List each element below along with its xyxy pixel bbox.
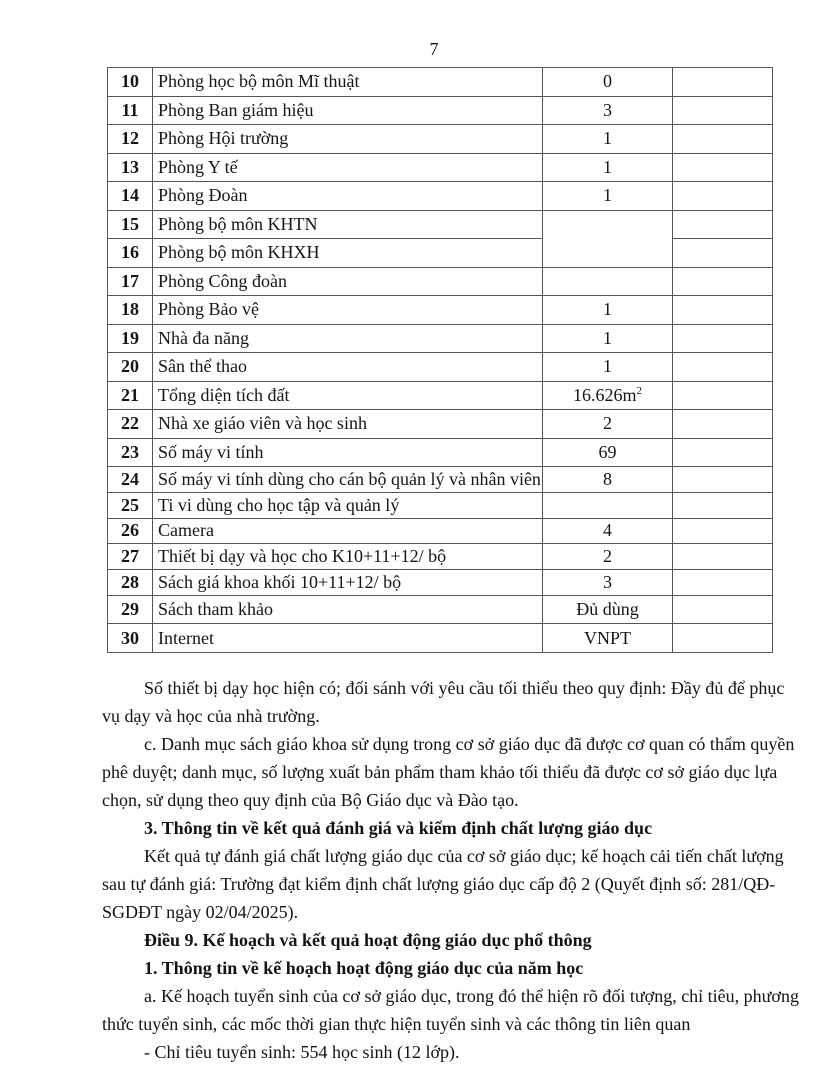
item-name-cell: Camera [153, 518, 543, 544]
item-value-cell: 1 [543, 296, 673, 325]
table-row [108, 544, 773, 570]
item-value-cell: 4 [543, 518, 673, 544]
note-cell [673, 210, 773, 239]
item-name-cell: Sân thể thao [153, 353, 543, 382]
body-line: sau tự đánh giá: Trường đạt kiểm định chất lượng giáo dục cấp độ 2 (Quyết định số: 281/QĐ- [102, 874, 776, 894]
item-name-cell: Nhà đa năng [153, 324, 543, 353]
row-index-cell: 21 [108, 381, 153, 410]
item-value-cell: 1 [543, 125, 673, 154]
item-value-cell: 3 [543, 570, 673, 596]
row-index-cell: 27 [108, 544, 153, 570]
row-index-cell: 11 [108, 96, 153, 125]
item-name-cell: Phòng Ban giám hiệu [153, 96, 543, 125]
table-row [108, 267, 773, 296]
note-cell [673, 353, 773, 382]
table-row [108, 296, 773, 325]
row-index-cell: 12 [108, 125, 153, 154]
table-row [108, 96, 773, 125]
area-value: 16.626m [572, 384, 637, 405]
note-cell [673, 438, 773, 467]
facilities-table-wrapper [107, 67, 773, 653]
body-line: chọn, sử dụng theo quy định của Bộ Giáo dục và Đào tạo. [102, 790, 519, 810]
item-value-cell: VNPT [543, 624, 673, 653]
item-name-cell: Internet [153, 624, 543, 653]
table-row [108, 492, 773, 518]
item-name-cell: Sách tham khảo [153, 595, 543, 624]
body-line: a. Kế hoạch tuyển sinh của cơ sở giáo dục, trong đó thể hiện rõ đối tượng, chỉ tiêu, phương [144, 986, 799, 1006]
table-row [108, 353, 773, 382]
table-row [108, 624, 773, 653]
item-value-cell: 1 [543, 353, 673, 382]
item-name-cell: Thiết bị dạy và học cho K10+11+12/ bộ [153, 544, 543, 570]
item-name-cell: Số máy vi tính dùng cho cán bộ quản lý và nhân viên [153, 467, 543, 493]
row-index-cell: 10 [108, 68, 153, 97]
body-line: c. Danh mục sách giáo khoa sử dụng trong cơ sở giáo dục đã được cơ quan có thẩm quyền [144, 734, 795, 754]
row-index-cell: 15 [108, 210, 153, 239]
body-line: SGDĐT ngày 02/04/2025). [102, 902, 299, 922]
item-name-cell: Số máy vi tính [153, 438, 543, 467]
body-text [102, 674, 799, 1066]
item-value-cell: Đủ dùng [543, 595, 673, 624]
note-cell [673, 153, 773, 182]
table-row [108, 438, 773, 467]
item-name-cell: Phòng Hội trường [153, 125, 543, 154]
row-index-cell: 13 [108, 153, 153, 182]
note-cell [673, 544, 773, 570]
note-cell [673, 324, 773, 353]
item-value-cell [543, 492, 673, 518]
table-row [108, 518, 773, 544]
row-index-cell: 19 [108, 324, 153, 353]
item-name-cell: Phòng bộ môn KHTN [153, 210, 543, 239]
row-index-cell: 30 [108, 624, 153, 653]
row-index-cell: 29 [108, 595, 153, 624]
item-name-cell: Tổng diện tích đất [153, 381, 543, 410]
item-value-cell: 2 [543, 410, 673, 439]
note-cell [673, 492, 773, 518]
row-index-cell: 20 [108, 353, 153, 382]
table-row [108, 410, 773, 439]
item-value-cell-merged [543, 210, 673, 267]
item-value-cell [543, 381, 673, 410]
item-value-cell: 1 [543, 153, 673, 182]
table-row [108, 239, 773, 268]
row-index-cell: 24 [108, 467, 153, 493]
row-index-cell: 16 [108, 239, 153, 268]
item-name-cell: Nhà xe giáo viên và học sinh [153, 410, 543, 439]
row-index-cell: 14 [108, 182, 153, 211]
item-value-cell: 2 [543, 544, 673, 570]
item-value-cell: 3 [543, 96, 673, 125]
note-cell [673, 125, 773, 154]
row-index-cell: 18 [108, 296, 153, 325]
table-row [108, 153, 773, 182]
note-cell [673, 595, 773, 624]
item-name-cell: Phòng Y tế [153, 153, 543, 182]
section-heading: 3. Thông tin về kết quả đánh giá và kiểm định chất lượng giáo dục [144, 818, 653, 838]
section-heading: Điều 9. Kế hoạch và kết quả hoạt động giáo dục phổ thông [144, 930, 592, 950]
item-name-cell: Phòng bộ môn KHXH [153, 239, 543, 268]
row-index-cell: 28 [108, 570, 153, 596]
row-index-cell: 25 [108, 492, 153, 518]
table-row [108, 125, 773, 154]
table-row [108, 595, 773, 624]
section-heading: 1. Thông tin về kế hoạch hoạt động giáo dục của năm học [144, 958, 584, 978]
item-name-cell: Phòng Bảo vệ [153, 296, 543, 325]
table-row [108, 68, 773, 97]
item-value-cell: 0 [543, 68, 673, 97]
table-row [108, 381, 773, 410]
body-line: phê duyệt; danh mục, số lượng xuất bản phẩm tham khảo tối thiểu đã được cơ sở giáo dục lựa [102, 762, 778, 782]
note-cell [673, 182, 773, 211]
item-name-cell: Phòng Công đoàn [153, 267, 543, 296]
item-name-cell: Ti vi dùng cho học tập và quản lý [153, 492, 543, 518]
note-cell [673, 624, 773, 653]
row-index-cell: 17 [108, 267, 153, 296]
note-cell [673, 518, 773, 544]
note-cell [673, 267, 773, 296]
body-line: Kết quả tự đánh giá chất lượng giáo dục của cơ sở giáo dục; kế hoạch cải tiến chất lượng [144, 846, 784, 866]
row-index-cell: 22 [108, 410, 153, 439]
note-cell [673, 68, 773, 97]
row-index-cell: 26 [108, 518, 153, 544]
item-value-cell [543, 267, 673, 296]
table-row [108, 570, 773, 596]
note-cell [673, 410, 773, 439]
table-row [108, 324, 773, 353]
note-cell [673, 96, 773, 125]
row-index-cell: 23 [108, 438, 153, 467]
area-superscript: 2 [636, 384, 642, 397]
note-cell [673, 296, 773, 325]
item-name-cell: Sách giá khoa khối 10+11+12/ bộ [153, 570, 543, 596]
facilities-table [107, 67, 773, 653]
note-cell [673, 239, 773, 268]
table-row [108, 467, 773, 493]
item-value-cell: 8 [543, 467, 673, 493]
body-line: - Chỉ tiêu tuyển sinh: 554 học sinh (12 lớp). [144, 1042, 460, 1062]
body-line: Số thiết bị dạy học hiện có; đối sánh với yêu cầu tối thiểu theo quy định: Đầy đủ để phục [144, 678, 785, 698]
item-value-cell: 1 [543, 324, 673, 353]
body-line: thức tuyển sinh, các mốc thời gian thực hiện tuyển sinh và các thông tin liên quan [102, 1014, 691, 1034]
body-line: vụ dạy và học của nhà trường. [102, 706, 320, 726]
table-row [108, 182, 773, 211]
item-value-cell: 1 [543, 182, 673, 211]
note-cell [673, 570, 773, 596]
note-cell [673, 467, 773, 493]
item-value-cell: 69 [543, 438, 673, 467]
note-cell [673, 381, 773, 410]
page-number: 7 [429, 39, 439, 59]
item-name-cell: Phòng Đoàn [153, 182, 543, 211]
table-row [108, 210, 773, 239]
item-name-cell: Phòng học bộ môn Mĩ thuật [153, 68, 543, 97]
